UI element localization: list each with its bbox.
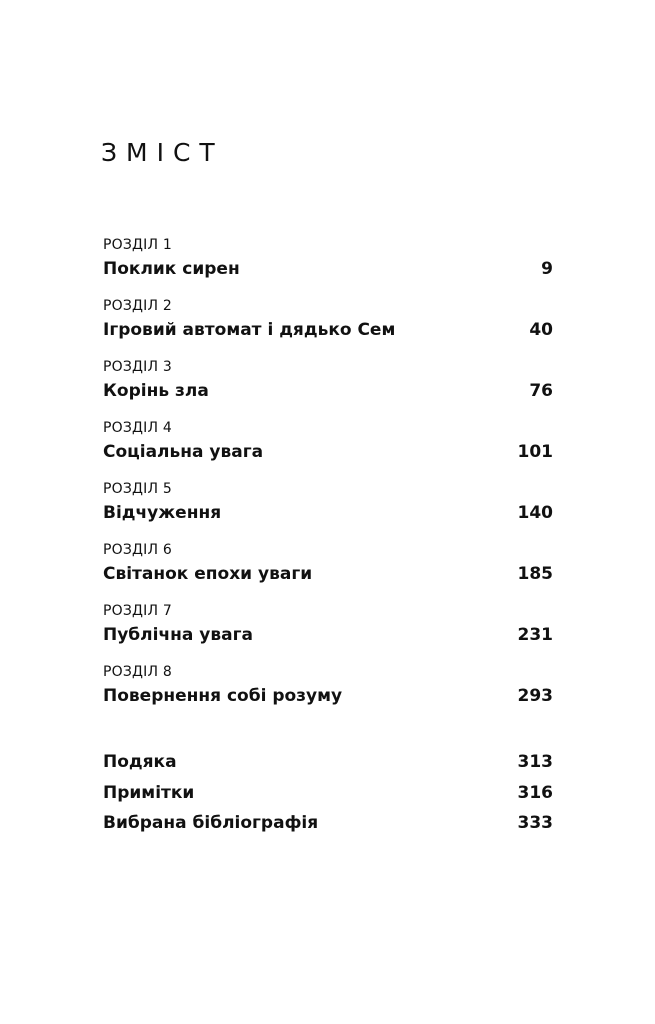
backmatter-page-number: 316: [517, 782, 553, 803]
chapter-entry: [103, 236, 553, 297]
chapter-title: Публічна увага: [103, 625, 253, 645]
backmatter-title: Подяка: [103, 752, 177, 772]
chapter-title: Соціальна увага: [103, 442, 264, 462]
backmatter-title: Примітки: [103, 782, 195, 803]
chapter-entry: [103, 297, 553, 358]
chapter-page-number: 76: [529, 381, 553, 401]
backmatter-row: [103, 749, 553, 780]
chapter-title: Корінь зла: [103, 381, 209, 401]
chapter-label: РОЗДІЛ 1: [103, 237, 172, 253]
chapter-row: [103, 500, 553, 526]
chapter-title: Відчуження: [103, 503, 222, 523]
chapter-title: Повернення собі розуму: [103, 686, 343, 706]
backmatter-row: [103, 780, 553, 811]
chapter-label: РОЗДІЛ 8: [103, 664, 172, 680]
chapter-row: [103, 378, 553, 404]
chapter-entry: [103, 663, 553, 724]
chapter-label: РОЗДІЛ 7: [103, 603, 172, 619]
chapter-page-number: 293: [517, 686, 553, 706]
chapter-entry: [103, 602, 553, 663]
chapter-page-number: 185: [517, 564, 553, 584]
backmatter-page-number: 333: [517, 813, 553, 833]
backmatter-title: Вибрана бібліографія: [103, 813, 319, 833]
chapter-row: [103, 256, 553, 282]
chapter-row: [103, 561, 553, 587]
chapter-label: РОЗДІЛ 6: [103, 542, 172, 558]
backmatter-row: [103, 810, 553, 841]
chapter-label: РОЗДІЛ 4: [103, 420, 172, 436]
chapter-label: РОЗДІЛ 3: [103, 359, 172, 375]
chapter-title: Поклик сирен: [103, 259, 240, 279]
backmatter-page-number: 313: [517, 752, 553, 772]
chapter-list: [103, 236, 553, 724]
chapter-row: [103, 622, 553, 648]
chapter-page-number: 9: [541, 259, 553, 279]
page-title: ЗМІСТ: [101, 138, 224, 167]
chapter-entry: [103, 541, 553, 602]
backmatter-list: [103, 749, 553, 841]
chapter-entry: [103, 358, 553, 419]
chapter-title: Світанок епохи уваги: [103, 564, 313, 584]
chapter-row: [103, 317, 553, 343]
chapter-label: РОЗДІЛ 5: [103, 481, 172, 497]
chapter-page-number: 231: [517, 625, 553, 645]
chapter-entry: [103, 419, 553, 480]
chapter-page-number: 140: [517, 503, 553, 523]
chapter-row: [103, 683, 553, 709]
chapter-page-number: 101: [517, 442, 553, 462]
chapter-label: РОЗДІЛ 2: [103, 298, 172, 314]
chapter-entry: [103, 480, 553, 541]
chapter-page-number: 40: [529, 320, 553, 340]
chapter-title: Ігровий автомат і дядько Сем: [103, 320, 396, 340]
chapter-row: [103, 439, 553, 465]
